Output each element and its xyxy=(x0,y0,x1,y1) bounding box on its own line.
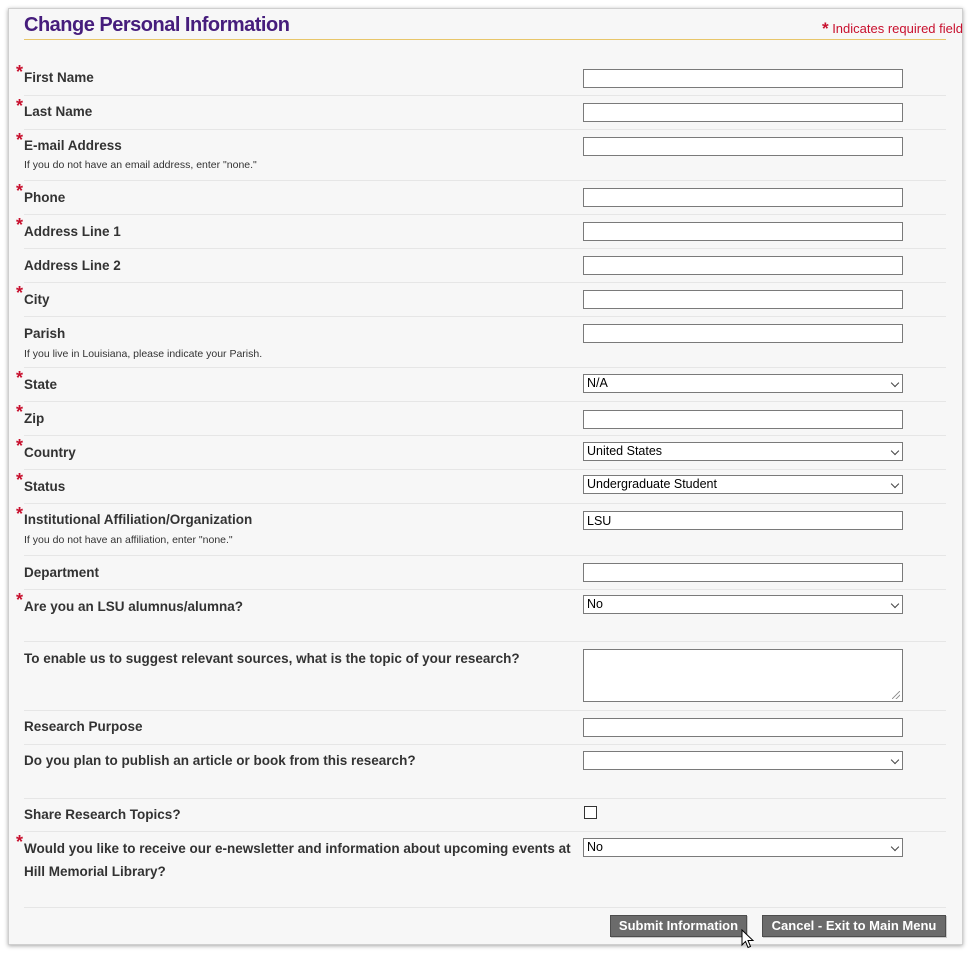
row-country xyxy=(16,436,946,470)
required-star: * xyxy=(16,283,24,303)
row-address2 xyxy=(24,249,946,283)
required-star: * xyxy=(16,368,24,388)
required-star: * xyxy=(16,96,24,116)
required-star: * xyxy=(16,402,24,422)
row-email xyxy=(16,130,946,181)
research-topic-textarea[interactable] xyxy=(583,649,903,702)
required-star: * xyxy=(16,130,24,150)
newsletter-label: Would you like to receive our e-newsletter and information about upcoming events at Hill Memorial Library? xyxy=(24,841,571,879)
address1-label: Address Line 1 xyxy=(24,224,121,239)
row-newsletter xyxy=(16,832,946,908)
row-address1 xyxy=(16,215,946,249)
cancel-button[interactable]: Cancel - Exit to Main Menu xyxy=(762,915,946,937)
city-input[interactable] xyxy=(583,290,903,309)
row-alumnus xyxy=(16,590,946,642)
chevron-down-icon xyxy=(891,756,899,764)
publish-label: Do you plan to publish an article or book from this research? xyxy=(24,753,416,768)
parish-input[interactable] xyxy=(583,324,903,343)
address1-input[interactable] xyxy=(583,222,903,241)
department-input[interactable] xyxy=(583,563,903,582)
required-star: * xyxy=(16,504,24,524)
research-purpose-label: Research Purpose xyxy=(24,719,143,734)
required-star: * xyxy=(16,436,24,456)
row-last-name xyxy=(16,96,946,130)
phone-input[interactable] xyxy=(583,188,903,207)
row-phone xyxy=(16,181,946,215)
zip-input[interactable] xyxy=(583,410,903,429)
state-selected-value: N/A xyxy=(587,376,608,390)
submit-button[interactable]: Submit Information xyxy=(610,915,747,937)
row-department xyxy=(24,556,946,590)
chevron-down-icon xyxy=(891,843,899,851)
address2-label: Address Line 2 xyxy=(24,258,121,273)
row-state xyxy=(16,368,946,402)
required-note-text: Indicates required field xyxy=(832,21,963,36)
row-parish xyxy=(24,317,946,368)
alumnus-select[interactable] xyxy=(583,595,903,614)
row-city xyxy=(16,283,946,317)
alumnus-selected-value: No xyxy=(587,597,603,611)
research-topic-label: To enable us to suggest relevant sources, what is the topic of your research? xyxy=(24,651,520,666)
chevron-down-icon xyxy=(891,480,899,488)
share-topics-label: Share Research Topics? xyxy=(24,807,181,822)
zip-label: Zip xyxy=(24,411,45,426)
status-selected-value: Undergraduate Student xyxy=(587,477,717,491)
row-share-topics xyxy=(24,799,946,832)
share-topics-checkbox[interactable] xyxy=(584,806,597,819)
required-star: * xyxy=(16,181,24,201)
required-star: * xyxy=(16,832,24,852)
chevron-down-icon xyxy=(891,379,899,387)
country-selected-value: United States xyxy=(587,444,663,458)
chevron-down-icon xyxy=(891,600,899,608)
publish-select[interactable] xyxy=(583,751,903,770)
parish-label: Parish xyxy=(24,326,66,341)
row-first-name xyxy=(16,62,946,96)
resize-grip-icon[interactable] xyxy=(892,691,900,699)
alumnus-label: Are you an LSU alumnus/alumna? xyxy=(24,599,244,614)
row-research-topic xyxy=(24,642,946,711)
required-field-note xyxy=(822,18,963,38)
last-name-input[interactable] xyxy=(583,103,903,122)
required-star: * xyxy=(16,590,24,610)
last-name-label: Last Name xyxy=(24,104,93,119)
required-star: * xyxy=(16,62,24,82)
required-star: * xyxy=(821,19,829,38)
research-purpose-input[interactable] xyxy=(583,718,903,737)
first-name-input[interactable] xyxy=(583,69,903,88)
status-label: Status xyxy=(24,479,66,494)
email-input[interactable] xyxy=(583,137,903,156)
parish-hint: If you live in Louisiana, please indicate your Parish. xyxy=(24,348,263,360)
city-label: City xyxy=(24,292,50,307)
email-label: E-mail Address xyxy=(24,138,122,153)
row-affiliation xyxy=(16,504,946,556)
first-name-label: First Name xyxy=(24,70,94,85)
affiliation-label: Institutional Affiliation/Organization xyxy=(24,512,253,527)
phone-label: Phone xyxy=(24,190,66,205)
required-star: * xyxy=(16,470,24,490)
email-hint: If you do not have an email address, enter "none." xyxy=(24,159,257,171)
affiliation-input[interactable] xyxy=(583,511,903,530)
address2-input[interactable] xyxy=(583,256,903,275)
status-select[interactable] xyxy=(583,475,903,494)
chevron-down-icon xyxy=(891,447,899,455)
state-label: State xyxy=(24,377,58,392)
affiliation-hint: If you do not have an affiliation, enter "none." xyxy=(24,534,233,546)
row-publish xyxy=(24,745,946,799)
page-title: Change Personal Information xyxy=(24,14,290,36)
state-select[interactable] xyxy=(583,374,903,393)
country-label: Country xyxy=(24,445,76,460)
mouse-pointer-icon xyxy=(741,929,755,949)
row-research-purpose xyxy=(24,711,946,745)
country-select[interactable] xyxy=(583,442,903,461)
newsletter-selected-value: No xyxy=(587,840,603,854)
row-zip xyxy=(16,402,946,436)
department-label: Department xyxy=(24,565,100,580)
required-star: * xyxy=(16,215,24,235)
title-divider xyxy=(24,39,946,40)
row-status xyxy=(16,470,946,504)
newsletter-select[interactable] xyxy=(583,838,903,857)
